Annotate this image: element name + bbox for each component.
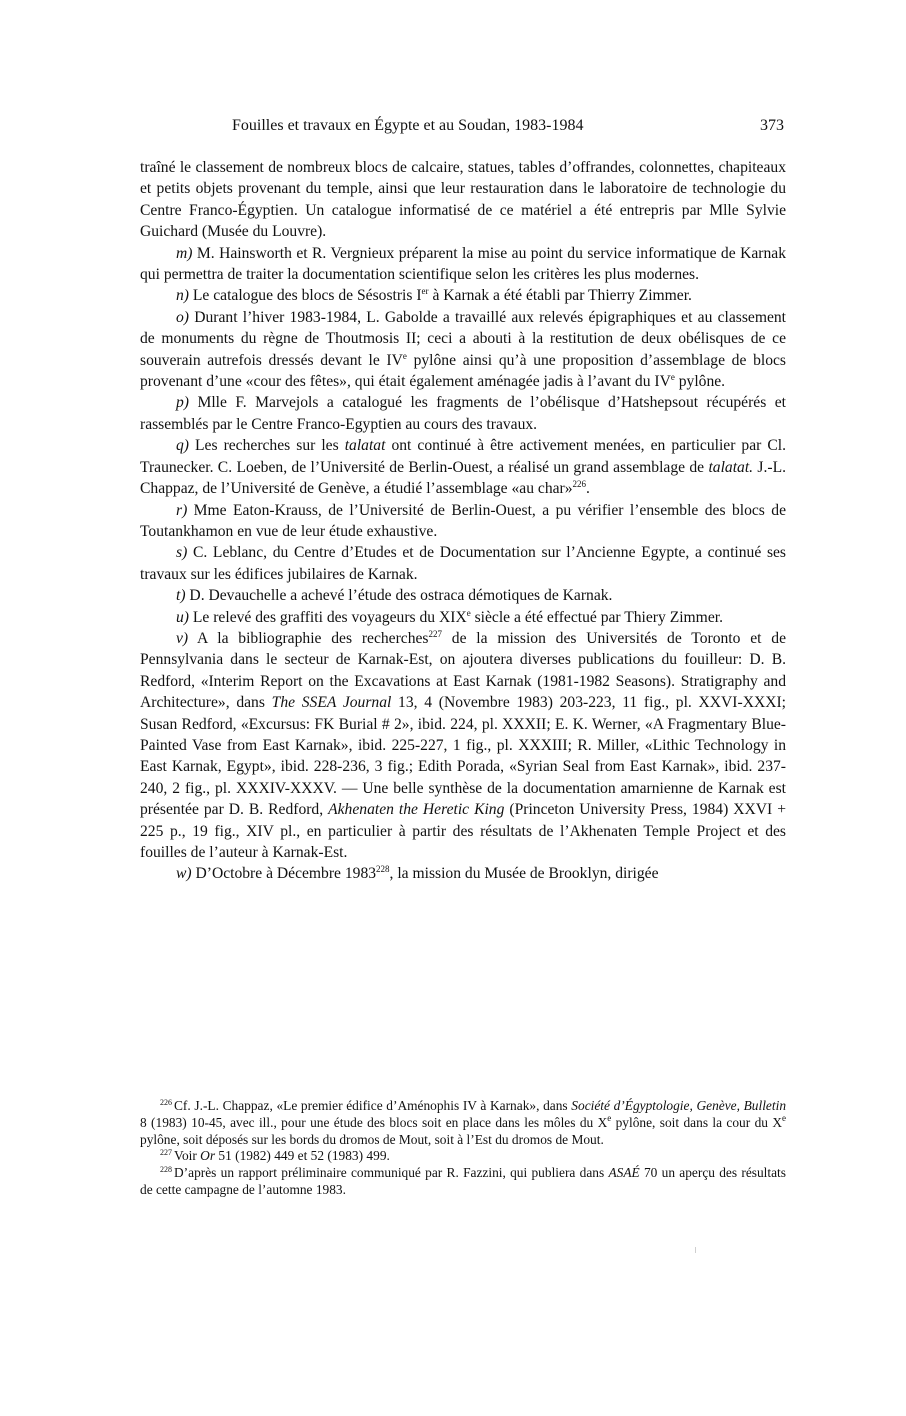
footnote-ref-226: 226 [572, 479, 587, 490]
footnotes [140, 1098, 786, 1199]
body-text [140, 157, 786, 885]
footnote-226: $^{226}$ Cf. J.-L. Chappaz, «Le premier édifice d’Aménophis IV à Karnak», dans Société d’Égyptologie, Genève, Bulletin 8 (1983) 10-45, avec ill., pour une étude des blocs soit en place dans les môles du Xe pylône, soit dans la cour du Xe pylône, soit déposés sur les bords du dromos de Mout, soit à l’Est du dromos de Mout. [140, 1098, 787, 1147]
paragraph-t: t) D. Devauchelle a achevé l’étude des ostraca démotiques de Karnak. [176, 587, 613, 605]
running-title: Fouilles et travaux en Égypte et au Soudan, 1983-1984 [232, 117, 584, 134]
footnote-228: $^{228}$ D’après un rapport préliminaire communiqué par R. Fazzini, qui publiera dans ASAÉ 70 un aperçu des résultats de cette campagne de l’automne 1983. [140, 1165, 786, 1197]
paragraph-o: o) Durant l’hiver 1983-1984, L. Gabolde a travaillé aux relevés épigraphiques et au classement de monuments du règne de Thoutmosis II; ceci a abouti à la restitution de deux obélisques de ce souverain autrefois dressés devant le IVe pylône ainsi qu’à une proposition d’assemblage de blocs provenant d’une «cour des fêtes», qui était également aménagée jadis à l’avant du IVe pylône. [140, 308, 786, 391]
paragraph-w: w) D’Octobre à Décembre 1983$^{228}$, la mission du Musée de Brooklyn, dirigée [176, 864, 659, 883]
scan-speck [695, 1247, 696, 1253]
paragraph-v: v) A la bibliographie des recherches$^{227}$ de la mission des Universités de Toronto et de Pennsylvania dans le secteur de Karnak-Est, on ajoutera diverses publications du fouilleur: D. B. Redford, «Interim Report on the Excavations at East Karnak (1981-1982 Seasons). Stratigraphy and Architecture», dans The SSEA Journal 13, 4 (Novembre 1983) 203-223, 11 fig., pl. XXVI-XXXI; Susan Redford, «Excursus: FK Burial # 2», ibid. 224, pl. XXXII; E. K. Werner, «A Fragmentary Blue-Painted Vase from East Karnak», ibid. 225-227, 1 fig., pl. XXXIII; R. Miller, «Lithic Technology in East Karnak, Egypt», ibid. 228-236, 3 fig.; Edith Porada, «Syrian Seal from East Karnak», ibid. 237-240, 2 fig., pl. XXXIV-XXXV. — Une belle synthèse de la documentation amarnienne de Karnak est présentée par D. B. Redford, Akhenaten the Heretic King (Princeton University Press, 1984) XXVI + 225 p., 19 fig., XIV pl., en particulier à partir des résultats de l’Akhenaten Temple Project et des fouilles de l’auteur à Karnak-Est. [140, 628, 787, 861]
footnote-ref-227: 227 [428, 628, 442, 639]
paragraph-r: r) Mme Eaton-Krauss, de l’Université de Berlin-Ouest, a pu vérifier l’ensemble des blocs de Toutankhamon en vue de leur étude exhaustive. [140, 501, 786, 540]
paragraph-n: n) Le catalogue des blocs de Sésostris Ier à Karnak a été établi par Thierry Zimmer. [176, 286, 692, 305]
footnote-227: $^{227}$ Voir Or 51 (1982) 449 et 52 (1983) 499. [160, 1148, 390, 1164]
paragraph-m: m) M. Hainsworth et R. Vergnieux préparent la mise au point du service informatique de Karnak qui permettra de traiter la documentation scientifique selon les critères les plus modernes. [140, 244, 786, 284]
paragraph-p: p) Mlle F. Marvejols a catalogué les fragments de l’obélisque d’Hatshepsout récupérés et rassemblés par le Centre Franco-Egyptien au cours des travaux. [140, 394, 786, 433]
paragraph-s: s) C. Leblanc, du Centre d’Etudes et de Documentation sur l’Ancienne Egypte, a continué ses travaux sur les édifices jubilaires de Karnak. [140, 544, 786, 583]
footnote-ref-228: 228 [376, 864, 390, 875]
paragraph-u: u) Le relevé des graffiti des voyageurs du XIXe siècle a été effectué par Thiery Zimmer. [176, 607, 723, 626]
paragraph-q: q) Les recherches sur les talatat ont continué à être activement menées, en particulier par Cl. Traunecker. C. Loeben, de l’Université de Berlin-Ouest, a réalisé un grand assemblage de talatat. J.-L. Chappaz, de l’Université de Genève, a étudié l’assemblage «au char»$^{226}$. [140, 437, 786, 498]
page-number: 373 [760, 117, 784, 134]
paragraph-continued: traîné le classement de nombreux blocs de calcaire, statues, tables d’offrandes, colonnettes, chapiteaux et petits objets provenant du temple, ainsi que leur restauration dans le laboratoire de technologie du Centre Franco-Égyptien. Un catalogue informatisé de ce matériel a été entrepris par Mlle Sylvie Guichard (Musée du Louvre). [140, 159, 786, 241]
